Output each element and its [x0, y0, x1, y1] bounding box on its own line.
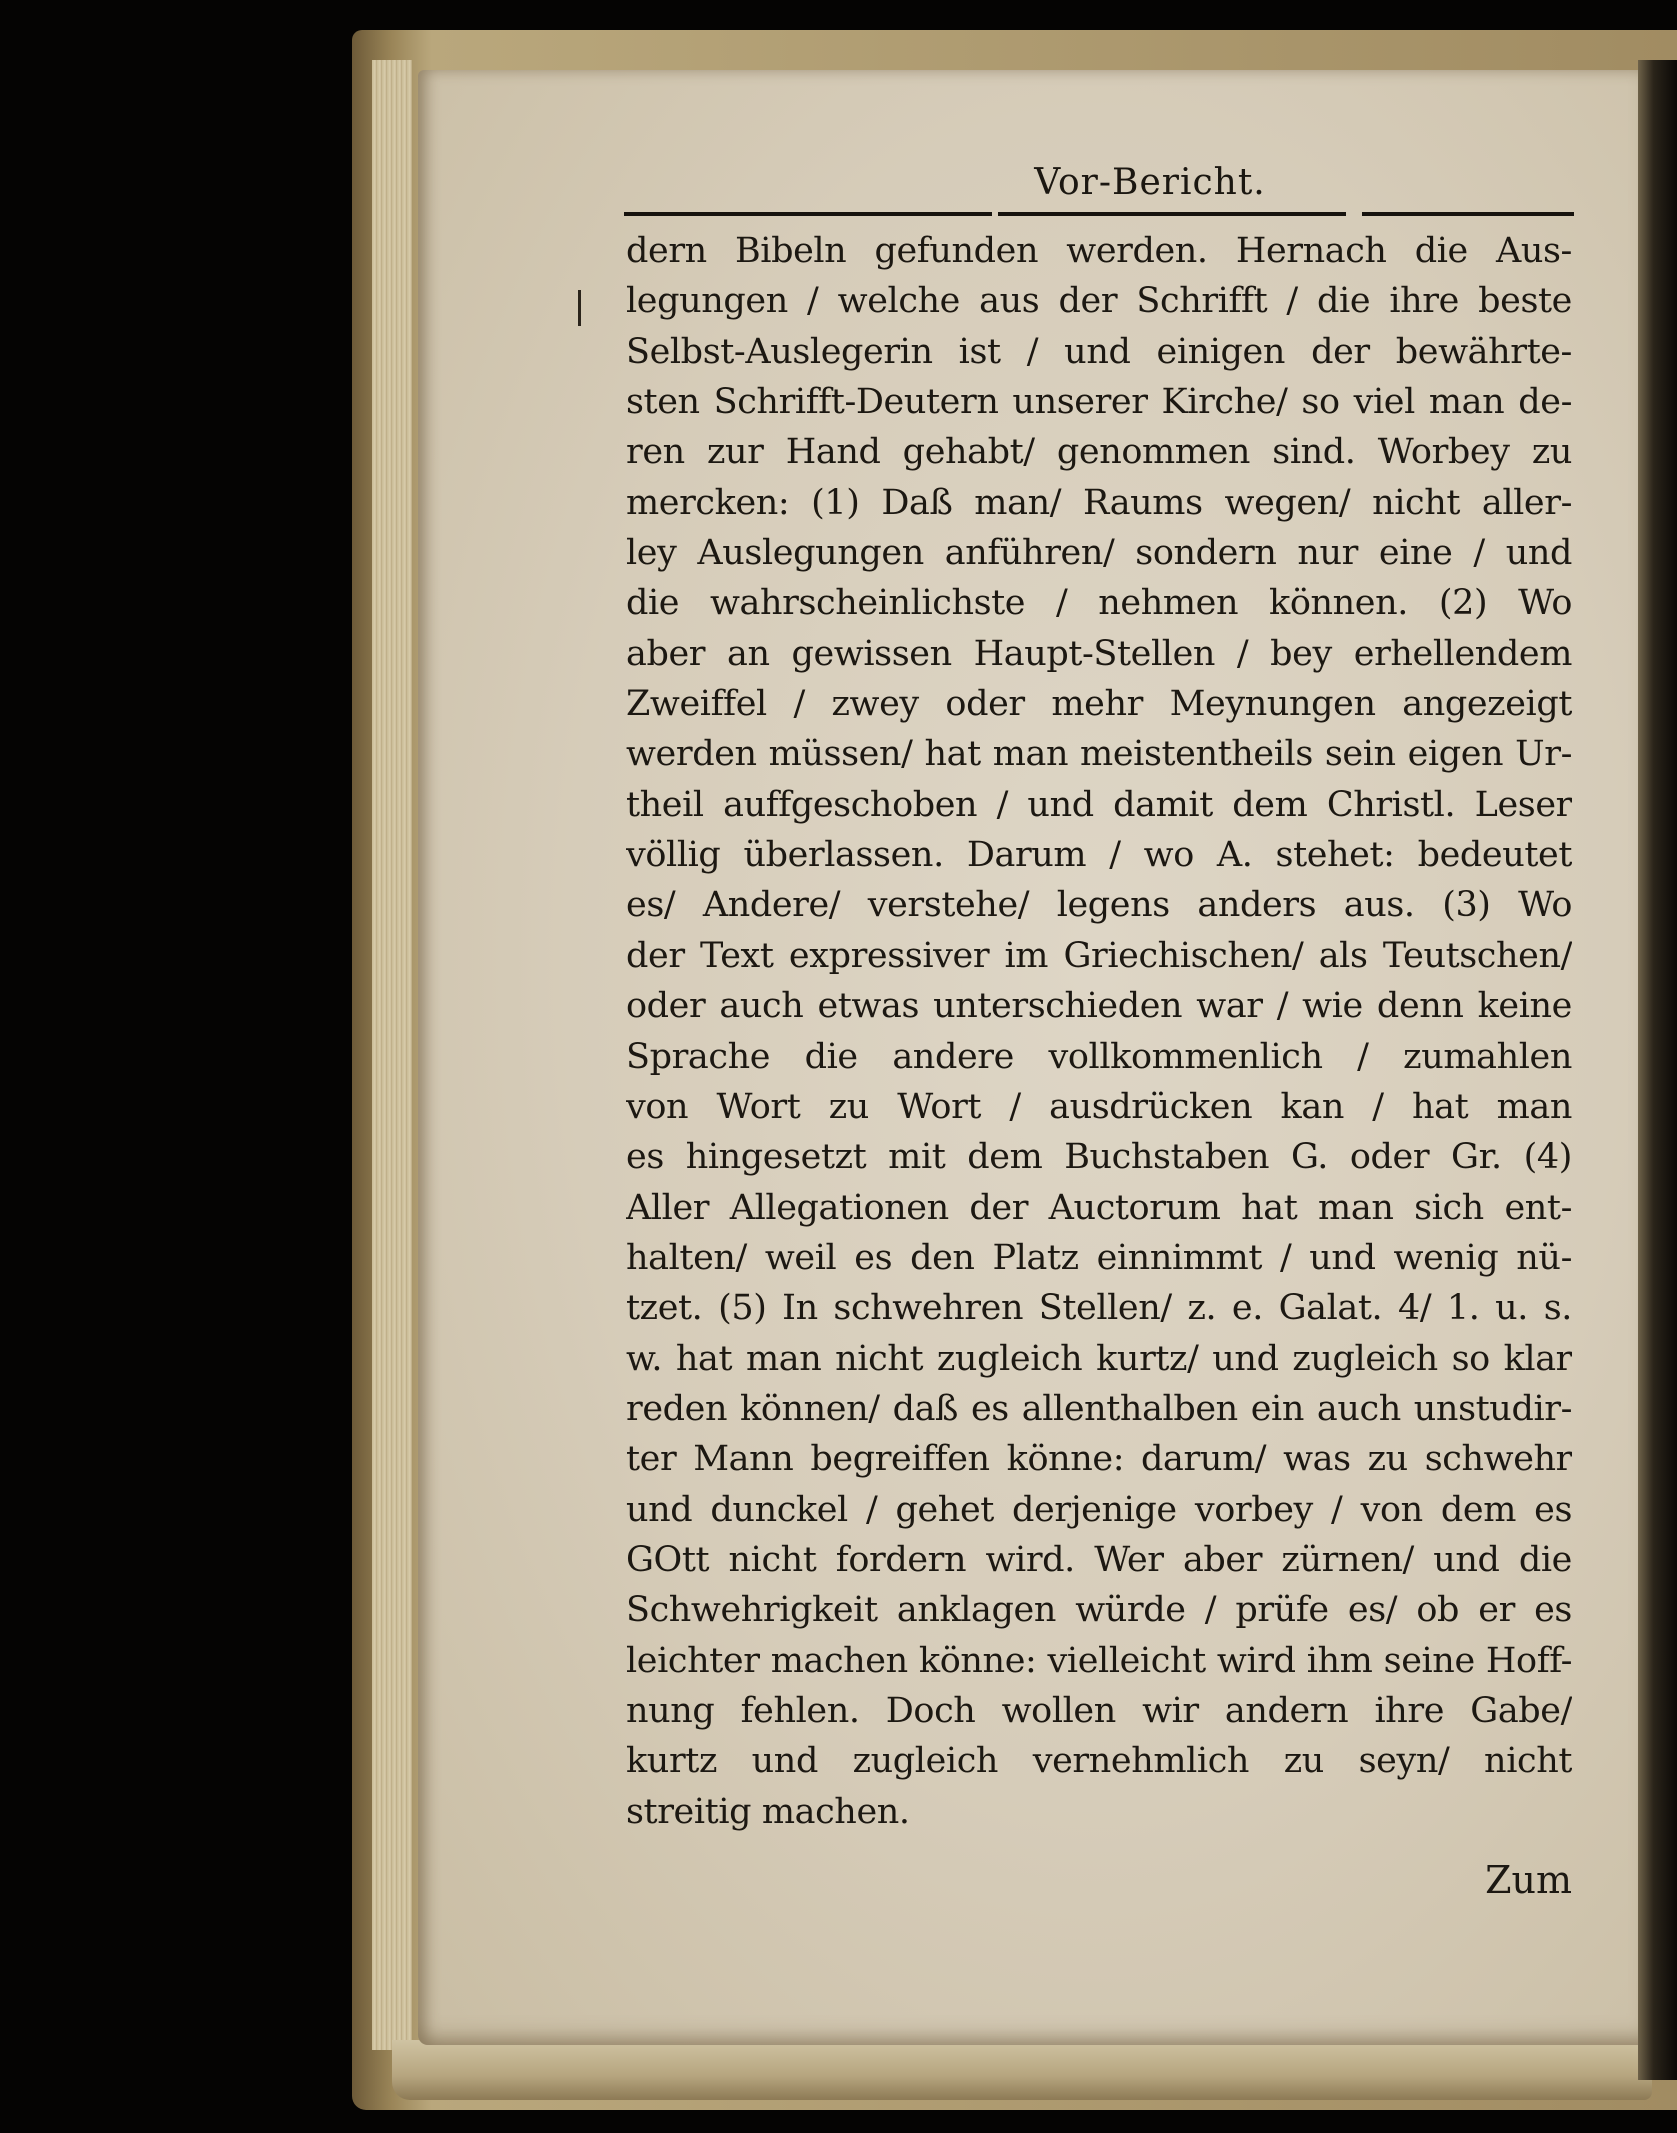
text-line: Zweiffel / zwey oder mehr Meynungen angezeigt [626, 684, 1572, 725]
text-line: es hingesetzt mit dem Buchstaben G. oder Gr. (4) [626, 1137, 1572, 1178]
text-line: streitig machen. [626, 1791, 910, 1832]
text-line: ren zur Hand gehabt/ genommen sind. Worbey zu [626, 432, 1572, 473]
text-line: kurtz und zugleich vernehmlich zu seyn/ nicht [626, 1741, 1572, 1782]
margin-mark [578, 290, 581, 326]
text-line: GOtt nicht fordern wird. Wer aber zürnen/ und die [626, 1539, 1572, 1580]
text-line: Aller Allegationen der Auctorum hat man sich ent- [626, 1187, 1572, 1228]
text-line: dern Bibeln gefunden werden. Hernach die Aus- [626, 231, 1572, 271]
page-stack-bottom [392, 2040, 1652, 2100]
text-line: von Wort zu Wort / ausdrücken kan / hat man [626, 1086, 1572, 1127]
header-rule-center [998, 212, 1346, 216]
text-line: ley Auslegungen anführen/ sondern nur eine / und [626, 533, 1572, 574]
text-line: nung fehlen. Doch wollen wir andern ihre Gabe/ [626, 1690, 1572, 1731]
text-line: und dunckel / gehet derjenige vorbey / von dem es [626, 1489, 1572, 1530]
text-line: w. hat man nicht zugleich kurtz/ und zugleich so klar [626, 1338, 1572, 1379]
text-line: mercken: (1) Daß man/ Raums wegen/ nicht aller- [626, 482, 1572, 523]
text-line: theil auffgeschoben / und damit dem Christl. Leser [626, 784, 1572, 825]
text-line: ter Mann begreiffen könne: darum/ was zu schwehr [626, 1439, 1572, 1480]
text-line: leichter machen könne: vielleicht wird ihm seine Hoff- [626, 1640, 1572, 1681]
catchword: Zum [1485, 1858, 1572, 1902]
text-line: Selbst-Auslegerin ist / und einigen der bewährte- [626, 331, 1572, 372]
text-line: sten Schrifft-Deutern unserer Kirche/ so viel man de- [626, 382, 1572, 423]
text-line: völlig überlassen. Darum / wo A. stehet: bedeutet [626, 835, 1572, 876]
text-line: Sprache die andere vollkommenlich / zumahlen [626, 1036, 1572, 1077]
text-line: die wahrscheinlichste / nehmen können. (2) Wo [626, 583, 1572, 624]
text-line: Schwehrigkeit anklagen würde / prüfe es/ ob er es [626, 1590, 1572, 1631]
body-text [626, 226, 1572, 1837]
header-rule-right [1362, 212, 1574, 216]
text-line: oder auch etwas unterschieden war / wie denn keine [626, 986, 1572, 1027]
text-line: der Text expressiver im Griechischen/ als Teutschen/ [626, 935, 1572, 976]
text-line: legungen / welche aus der Schrifft / die ihre beste [626, 281, 1572, 322]
text-line: aber an gewissen Haupt-Stellen / bey erhellendem [626, 633, 1572, 674]
text-line: werden müssen/ hat man meistentheils sein eigen Ur- [626, 734, 1572, 775]
book-gutter [1638, 60, 1677, 2080]
running-head: Vor-Bericht. [1034, 162, 1266, 203]
text-line: halten/ weil es den Platz einnimmt / und wenig nü- [626, 1237, 1572, 1278]
text-line: reden können/ daß es allenthalben ein auch unstudir- [626, 1388, 1572, 1429]
text-line: es/ Andere/ verstehe/ legens anders aus. (3) Wo [626, 885, 1572, 926]
header-rule-left [624, 212, 992, 216]
page-stack-edge [372, 60, 412, 2050]
text-line: tzet. (5) In schwehren Stellen/ z. e. Galat. 4/ 1. u. s. [626, 1288, 1572, 1329]
